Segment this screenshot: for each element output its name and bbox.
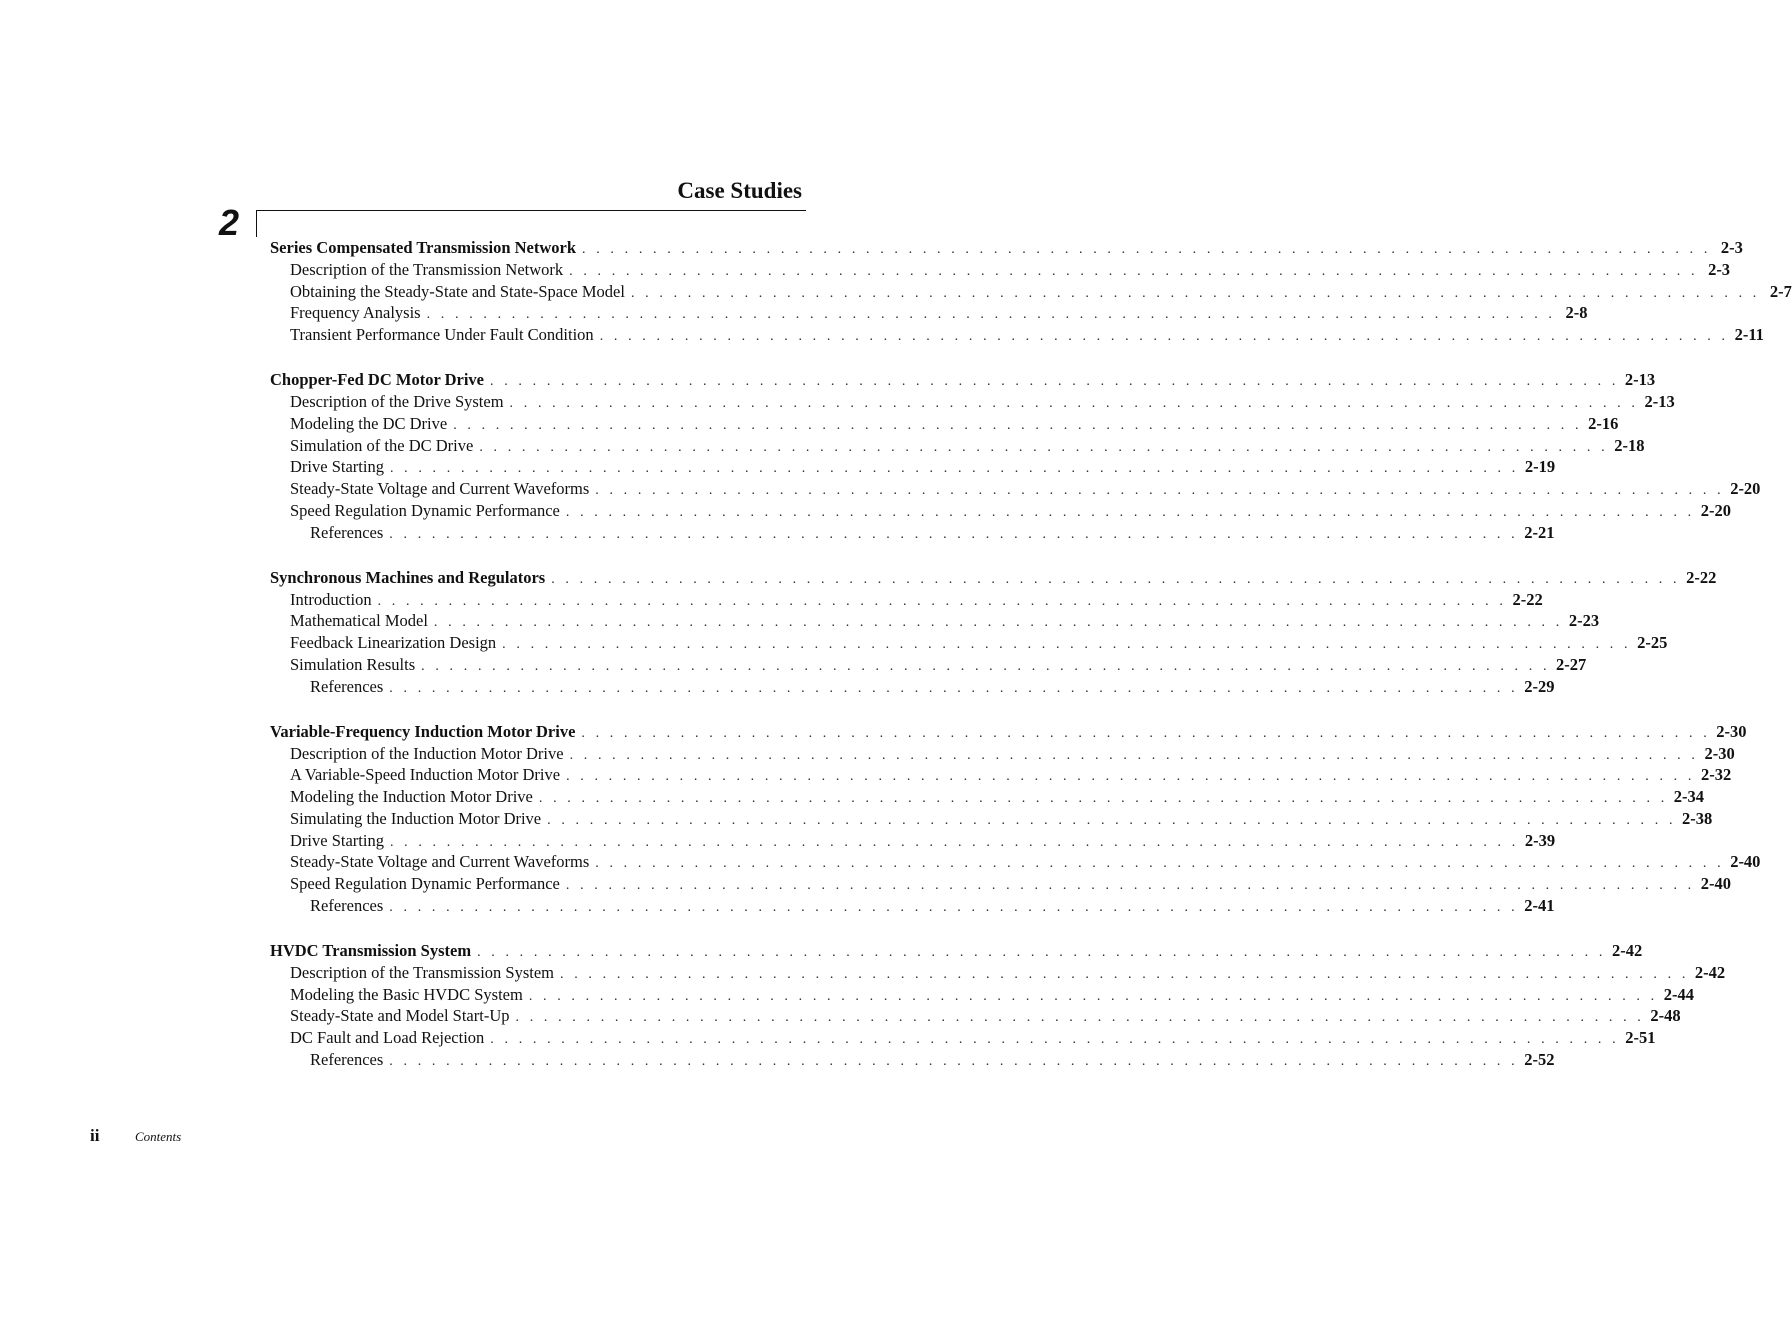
- toc-entry[interactable]: [270, 259, 1731, 281]
- dot-leader: . . . . . . . . . . . . . . . . . . . . . . . . . . . . . . . . . . . . . . . . . . . . . . . . . . . . . . . . . . . . . . . . . . . . . . . . . . . . . . . .: [389, 526, 1519, 542]
- toc-entry-label: Variable-Frequency Induction Motor Drive: [270, 721, 576, 741]
- toc-section: [270, 567, 1717, 698]
- toc-entry-label: Description of the Drive System: [290, 392, 504, 411]
- toc-entry[interactable]: [270, 984, 1694, 1006]
- toc-entry[interactable]: [270, 764, 1732, 786]
- toc-entry-page: 2-16: [1588, 413, 1619, 433]
- toc-section-heading[interactable]: [270, 567, 1717, 589]
- toc-entry-label: Modeling the Induction Motor Drive: [290, 787, 533, 806]
- toc-entry-label: References: [310, 895, 384, 915]
- dot-leader: . . . . . . . . . . . . . . . . . . . . . . . . . . . . . . . . . . . . . . . . . . . . . . . . . . . . . . . . . . . . . . . . . . . . . . . . . . . . . . . .: [433, 615, 1563, 631]
- dot-leader: . . . . . . . . . . . . . . . . . . . . . . . . . . . . . . . . . . . . . . . . . . . . . . . . . . . . . . . . . . . . . . . . . . . . . . . . . . . . . . . .: [538, 791, 1668, 806]
- dot-leader: . . . . . . . . . . . . . . . . . . . . . . . . . . . . . . . . . . . . . . . . . . . . . . . . . . . . . . . . . . . . . . . . . . . . . . . . . . . . . . . .: [515, 1010, 1645, 1026]
- toc-entry-page: 2-23: [1568, 611, 1600, 631]
- toc-entry-label: References: [310, 1049, 384, 1069]
- toc-entry-label: Simulating the Induction Motor Drive: [290, 808, 542, 828]
- dot-leader: . . . . . . . . . . . . . . . . . . . . . . . . . . . . . . . . . . . . . . . . . . . . . . . . . . . . . . . . . . . . . . . . . . . . . . . . . . . . . . . .: [595, 483, 1725, 498]
- toc-entry-label: Introduction: [290, 589, 372, 609]
- toc-entry-page: 2-11: [1734, 325, 1764, 344]
- toc-entry[interactable]: [270, 676, 1555, 698]
- toc-entry[interactable]: [270, 435, 1645, 457]
- toc-entry[interactable]: [270, 522, 1555, 544]
- toc-entry-page: 2-51: [1625, 1028, 1656, 1047]
- toc-entry-label: Drive Starting: [290, 457, 384, 477]
- toc-entry-page: 2-22: [1686, 567, 1717, 587]
- toc-entry-page: 2-22: [1512, 589, 1543, 609]
- dot-leader: . . . . . . . . . . . . . . . . . . . . . . . . . . . . . . . . . . . . . . . . . . . . . . . . . . . . . . . . . . . . . . . . . . . . . . . . . . . . . . . .: [566, 769, 1695, 785]
- toc-entry[interactable]: [270, 743, 1735, 765]
- toc-entry-label: Obtaining the Steady-State and State-Space Model: [290, 281, 625, 301]
- toc-entry-page: 2-34: [1673, 787, 1705, 806]
- toc-entry-label: Modeling the Basic HVDC System: [290, 984, 523, 1004]
- toc-entry-label: Modeling the DC Drive: [290, 413, 448, 433]
- toc-entry[interactable]: [270, 456, 1556, 478]
- dot-leader: . . . . . . . . . . . . . . . . . . . . . . . . . . . . . . . . . . . . . . . . . . . . . . . . . . . . . . . . . . . . . . . . . . . . . . . . . . . . . . . .: [560, 966, 1689, 982]
- toc-section-heading[interactable]: [270, 237, 1743, 259]
- toc-entry-page: 2-13: [1644, 392, 1675, 411]
- footer-section-label: Contents: [135, 1129, 182, 1144]
- dot-leader: . . . . . . . . . . . . . . . . . . . . . . . . . . . . . . . . . . . . . . . . . . . . . . . . . . . . . . . . . . . . . . . . . . . . . . . . . . . . . . . .: [502, 637, 1632, 652]
- toc-entry-page: 2-20: [1700, 500, 1732, 520]
- dot-leader: . . . . . . . . . . . . . . . . . . . . . . . . . . . . . . . . . . . . . . . . . . . . . . . . . . . . . . . . . . . . . . . . . . . . . . . . . . . . . . . .: [389, 680, 1519, 696]
- toc-entry-label: Drive Starting: [290, 830, 384, 850]
- toc-entry-label: A Variable-Speed Induction Motor Drive: [290, 765, 561, 785]
- toc-entry-page: 2-30: [1716, 721, 1747, 741]
- dot-leader: . . . . . . . . . . . . . . . . . . . . . . . . . . . . . . . . . . . . . . . . . . . . . . . . . . . . . . . . . . . . . . . . . . . . . . . . . . . . . . . .: [389, 1053, 1519, 1069]
- toc-entry-label: Simulation Results: [290, 654, 416, 674]
- toc-entry-page: 2-25: [1637, 633, 1668, 652]
- toc-entry[interactable]: [270, 962, 1726, 984]
- dot-leader: . . . . . . . . . . . . . . . . . . . . . . . . . . . . . . . . . . . . . . . . . . . . . . . . . . . . . . . . . . . . . . . . . . . . . . . . . . . . . . . .: [389, 461, 1519, 477]
- dot-leader: . . . . . . . . . . . . . . . . . . . . . . . . . . . . . . . . . . . . . . . . . . . . . . . . . . . . . . . . . . . . . . . . . . . . . . . . . . . . . . . .: [595, 856, 1725, 872]
- toc-entry-page: 2-8: [1565, 303, 1588, 323]
- dot-leader: . . . . . . . . . . . . . . . . . . . . . . . . . . . . . . . . . . . . . . . . . . . . . . . . . . . . . . . . . . . . . . . . . . . . . . . . . . . . . . . .: [490, 374, 1619, 390]
- dot-leader: . . . . . . . . . . . . . . . . . . . . . . . . . . . . . . . . . . . . . . . . . . . . . . . . . . . . . . . . . . . . . . . . . . . . . . . . . . . . . . . .: [490, 1032, 1620, 1047]
- table-of-contents: [270, 237, 1792, 1094]
- dot-leader: . . . . . . . . . . . . . . . . . . . . . . . . . . . . . . . . . . . . . . . . . . . . . . . . . . . . . . . . . . . . . . . . . . . . . . . . . . . . . . . .: [547, 812, 1677, 828]
- toc-section: [270, 721, 1761, 917]
- toc-entry-label: Frequency Analysis: [290, 303, 421, 323]
- toc-entry-page: 2-44: [1663, 984, 1694, 1004]
- toc-entry-page: 2-13: [1624, 370, 1656, 390]
- dot-leader: . . . . . . . . . . . . . . . . . . . . . . . . . . . . . . . . . . . . . . . . . . . . . . . . . . . . . . . . . . . . . . . . . . . . . . . . . . . . . . . .: [569, 263, 1699, 279]
- toc-entry-label: Steady-State Voltage and Current Waveforms: [290, 479, 590, 498]
- toc-entry[interactable]: [270, 610, 1600, 632]
- dot-leader: . . . . . . . . . . . . . . . . . . . . . . . . . . . . . . . . . . . . . . . . . . . . . . . . . . . . . . . . . . . . . . . . . . . . . . . . . . . . . . . .: [581, 725, 1711, 741]
- toc-entry[interactable]: [270, 1049, 1555, 1071]
- toc-section-heading[interactable]: [270, 369, 1656, 391]
- toc-entry-page: 2-29: [1524, 676, 1555, 696]
- toc-entry[interactable]: [270, 302, 1588, 324]
- dot-leader: . . . . . . . . . . . . . . . . . . . . . . . . . . . . . . . . . . . . . . . . . . . . . . . . . . . . . . . . . . . . . . . . . . . . . . . . . . . . . . . .: [477, 945, 1606, 960]
- toc-entry[interactable]: [270, 478, 1761, 500]
- dot-leader: . . . . . . . . . . . . . . . . . . . . . . . . . . . . . . . . . . . . . . . . . . . . . . . . . . . . . . . . . . . . . . . . . . . . . . . . . . . . . . . .: [630, 285, 1760, 301]
- toc-entry[interactable]: [270, 830, 1556, 852]
- dot-leader: . . . . . . . . . . . . . . . . . . . . . . . . . . . . . . . . . . . . . . . . . . . . . . . . . . . . . . . . . . . . . . . . . . . . . . . . . . . . . . . .: [569, 747, 1699, 763]
- toc-entry-label: Steady-State and Model Start-Up: [290, 1006, 510, 1026]
- dot-leader: . . . . . . . . . . . . . . . . . . . . . . . . . . . . . . . . . . . . . . . . . . . . . . . . . . . . . . . . . . . . . . . . . . . . . . . . . . . . . . . .: [453, 417, 1583, 433]
- dot-leader: . . . . . . . . . . . . . . . . . . . . . . . . . . . . . . . . . . . . . . . . . . . . . . . . . . . . . . . . . . . . . . . . . . . . . . . . . . . . . . . .: [421, 658, 1551, 674]
- toc-entry-page: 2-19: [1524, 457, 1556, 477]
- toc-entry[interactable]: [270, 786, 1705, 808]
- toc-entry[interactable]: [270, 654, 1587, 676]
- toc-entry-page: 2-7: [1769, 281, 1792, 301]
- dot-leader: . . . . . . . . . . . . . . . . . . . . . . . . . . . . . . . . . . . . . . . . . . . . . . . . . . . . . . . . . . . . . . . . . . . . . . . . . . . . . . . .: [389, 899, 1519, 915]
- toc-entry-page: 2-20: [1730, 479, 1761, 498]
- toc-entry-page: 2-39: [1524, 830, 1556, 850]
- toc-section: [270, 369, 1761, 543]
- toc-entry-label: Mathematical Model: [290, 611, 428, 631]
- toc-entry-label: Speed Regulation Dynamic Performance: [290, 500, 560, 520]
- toc-entry-page: 2-38: [1682, 808, 1713, 828]
- toc-entry-page: 2-40: [1730, 852, 1761, 872]
- toc-entry-page: 2-42: [1694, 962, 1726, 982]
- dot-leader: . . . . . . . . . . . . . . . . . . . . . . . . . . . . . . . . . . . . . . . . . . . . . . . . . . . . . . . . . . . . . . . . . . . . . . . . . . . . . . . .: [377, 593, 1507, 609]
- toc-entry-label: HVDC Transmission System: [270, 941, 472, 960]
- header-rule-vertical: [256, 210, 257, 237]
- toc-entry-label: Steady-State Voltage and Current Waveforms: [290, 852, 590, 872]
- toc-entry[interactable]: [270, 1027, 1656, 1049]
- dot-leader: . . . . . . . . . . . . . . . . . . . . . . . . . . . . . . . . . . . . . . . . . . . . . . . . . . . . . . . . . . . . . . . . . . . . . . . . . . . . . . . .: [509, 396, 1639, 411]
- header-rule: [256, 210, 806, 211]
- toc-section: [270, 940, 1726, 1071]
- toc-entry-label: DC Fault and Load Rejection: [290, 1028, 485, 1047]
- toc-entry[interactable]: [270, 895, 1555, 917]
- toc-entry[interactable]: [270, 873, 1732, 895]
- toc-entry-label: References: [310, 676, 384, 696]
- toc-entry-page: 2-27: [1556, 654, 1587, 674]
- toc-section: [270, 237, 1792, 346]
- toc-entry-page: 2-41: [1524, 895, 1555, 915]
- toc-entry-page: 2-3: [1708, 259, 1731, 279]
- toc-entry-label: Speed Regulation Dynamic Performance: [290, 874, 560, 893]
- dot-leader: . . . . . . . . . . . . . . . . . . . . . . . . . . . . . . . . . . . . . . . . . . . . . . . . . . . . . . . . . . . . . . . . . . . . . . . . . . . . . . . .: [565, 504, 1695, 520]
- toc-entry-label: Chopper-Fed DC Motor Drive: [270, 370, 485, 390]
- toc-entry-label: Description of the Transmission System: [290, 962, 555, 982]
- toc-entry-label: Transient Performance Under Fault Condition: [290, 325, 594, 344]
- toc-entry-page: 2-18: [1614, 435, 1645, 455]
- toc-entry-page: 2-42: [1611, 941, 1643, 960]
- toc-entry[interactable]: [270, 324, 1764, 346]
- toc-entry-page: 2-52: [1524, 1049, 1555, 1069]
- toc-entry[interactable]: [270, 1005, 1681, 1027]
- dot-leader: . . . . . . . . . . . . . . . . . . . . . . . . . . . . . . . . . . . . . . . . . . . . . . . . . . . . . . . . . . . . . . . . . . . . . . . . . . . . . . . .: [582, 242, 1711, 257]
- toc-entry[interactable]: [270, 589, 1543, 611]
- dot-leader: . . . . . . . . . . . . . . . . . . . . . . . . . . . . . . . . . . . . . . . . . . . . . . . . . . . . . . . . . . . . . . . . . . . . . . . . . . . . . . . .: [599, 329, 1729, 344]
- chapter-title: Case Studies: [677, 178, 802, 203]
- dot-leader: . . . . . . . . . . . . . . . . . . . . . . . . . . . . . . . . . . . . . . . . . . . . . . . . . . . . . . . . . . . . . . . . . . . . . . . . . . . . . . . .: [479, 439, 1609, 455]
- dot-leader: . . . . . . . . . . . . . . . . . . . . . . . . . . . . . . . . . . . . . . . . . . . . . . . . . . . . . . . . . . . . . . . . . . . . . . . . . . . . . . . .: [528, 988, 1658, 1004]
- toc-entry[interactable]: [270, 413, 1619, 435]
- dot-leader: . . . . . . . . . . . . . . . . . . . . . . . . . . . . . . . . . . . . . . . . . . . . . . . . . . . . . . . . . . . . . . . . . . . . . . . . . . . . . . . .: [389, 834, 1519, 850]
- footer-page-number: ii: [90, 1126, 100, 1145]
- toc-entry[interactable]: [270, 808, 1713, 830]
- toc-entry-label: Description of the Transmission Network: [290, 259, 564, 279]
- dot-leader: . . . . . . . . . . . . . . . . . . . . . . . . . . . . . . . . . . . . . . . . . . . . . . . . . . . . . . . . . . . . . . . . . . . . . . . . . . . . . . . .: [565, 878, 1695, 893]
- toc-entry[interactable]: [270, 500, 1732, 522]
- toc-entry-page: 2-40: [1700, 874, 1732, 893]
- toc-entry-page: 2-30: [1704, 743, 1735, 763]
- toc-entry-label: References: [310, 522, 384, 542]
- toc-entry-page: 2-48: [1650, 1006, 1681, 1026]
- toc-entry[interactable]: [270, 391, 1675, 413]
- dot-leader: . . . . . . . . . . . . . . . . . . . . . . . . . . . . . . . . . . . . . . . . . . . . . . . . . . . . . . . . . . . . . . . . . . . . . . . . . . . . . . . .: [551, 571, 1681, 587]
- dot-leader: . . . . . . . . . . . . . . . . . . . . . . . . . . . . . . . . . . . . . . . . . . . . . . . . . . . . . . . . . . . . . . . . . . . . . . . . . . . . . . . .: [426, 307, 1556, 323]
- toc-entry-page: 2-21: [1524, 522, 1555, 542]
- toc-entry[interactable]: [270, 632, 1668, 654]
- toc-section-heading[interactable]: [270, 940, 1643, 962]
- chapter-number: 2: [219, 202, 240, 243]
- toc-entry-label: Synchronous Machines and Regulators: [270, 567, 546, 587]
- toc-entry-label: Description of the Induction Motor Drive: [290, 743, 564, 763]
- toc-entry[interactable]: [270, 281, 1792, 303]
- toc-section-heading[interactable]: [270, 721, 1747, 743]
- toc-entry-label: Feedback Linearization Design: [290, 633, 497, 652]
- toc-entry-label: Series Compensated Transmission Network: [270, 238, 577, 257]
- toc-entry-page: 2-32: [1700, 765, 1732, 785]
- toc-entry[interactable]: [270, 851, 1761, 873]
- toc-entry-label: Simulation of the DC Drive: [290, 435, 474, 455]
- toc-entry-page: 2-3: [1720, 238, 1743, 257]
